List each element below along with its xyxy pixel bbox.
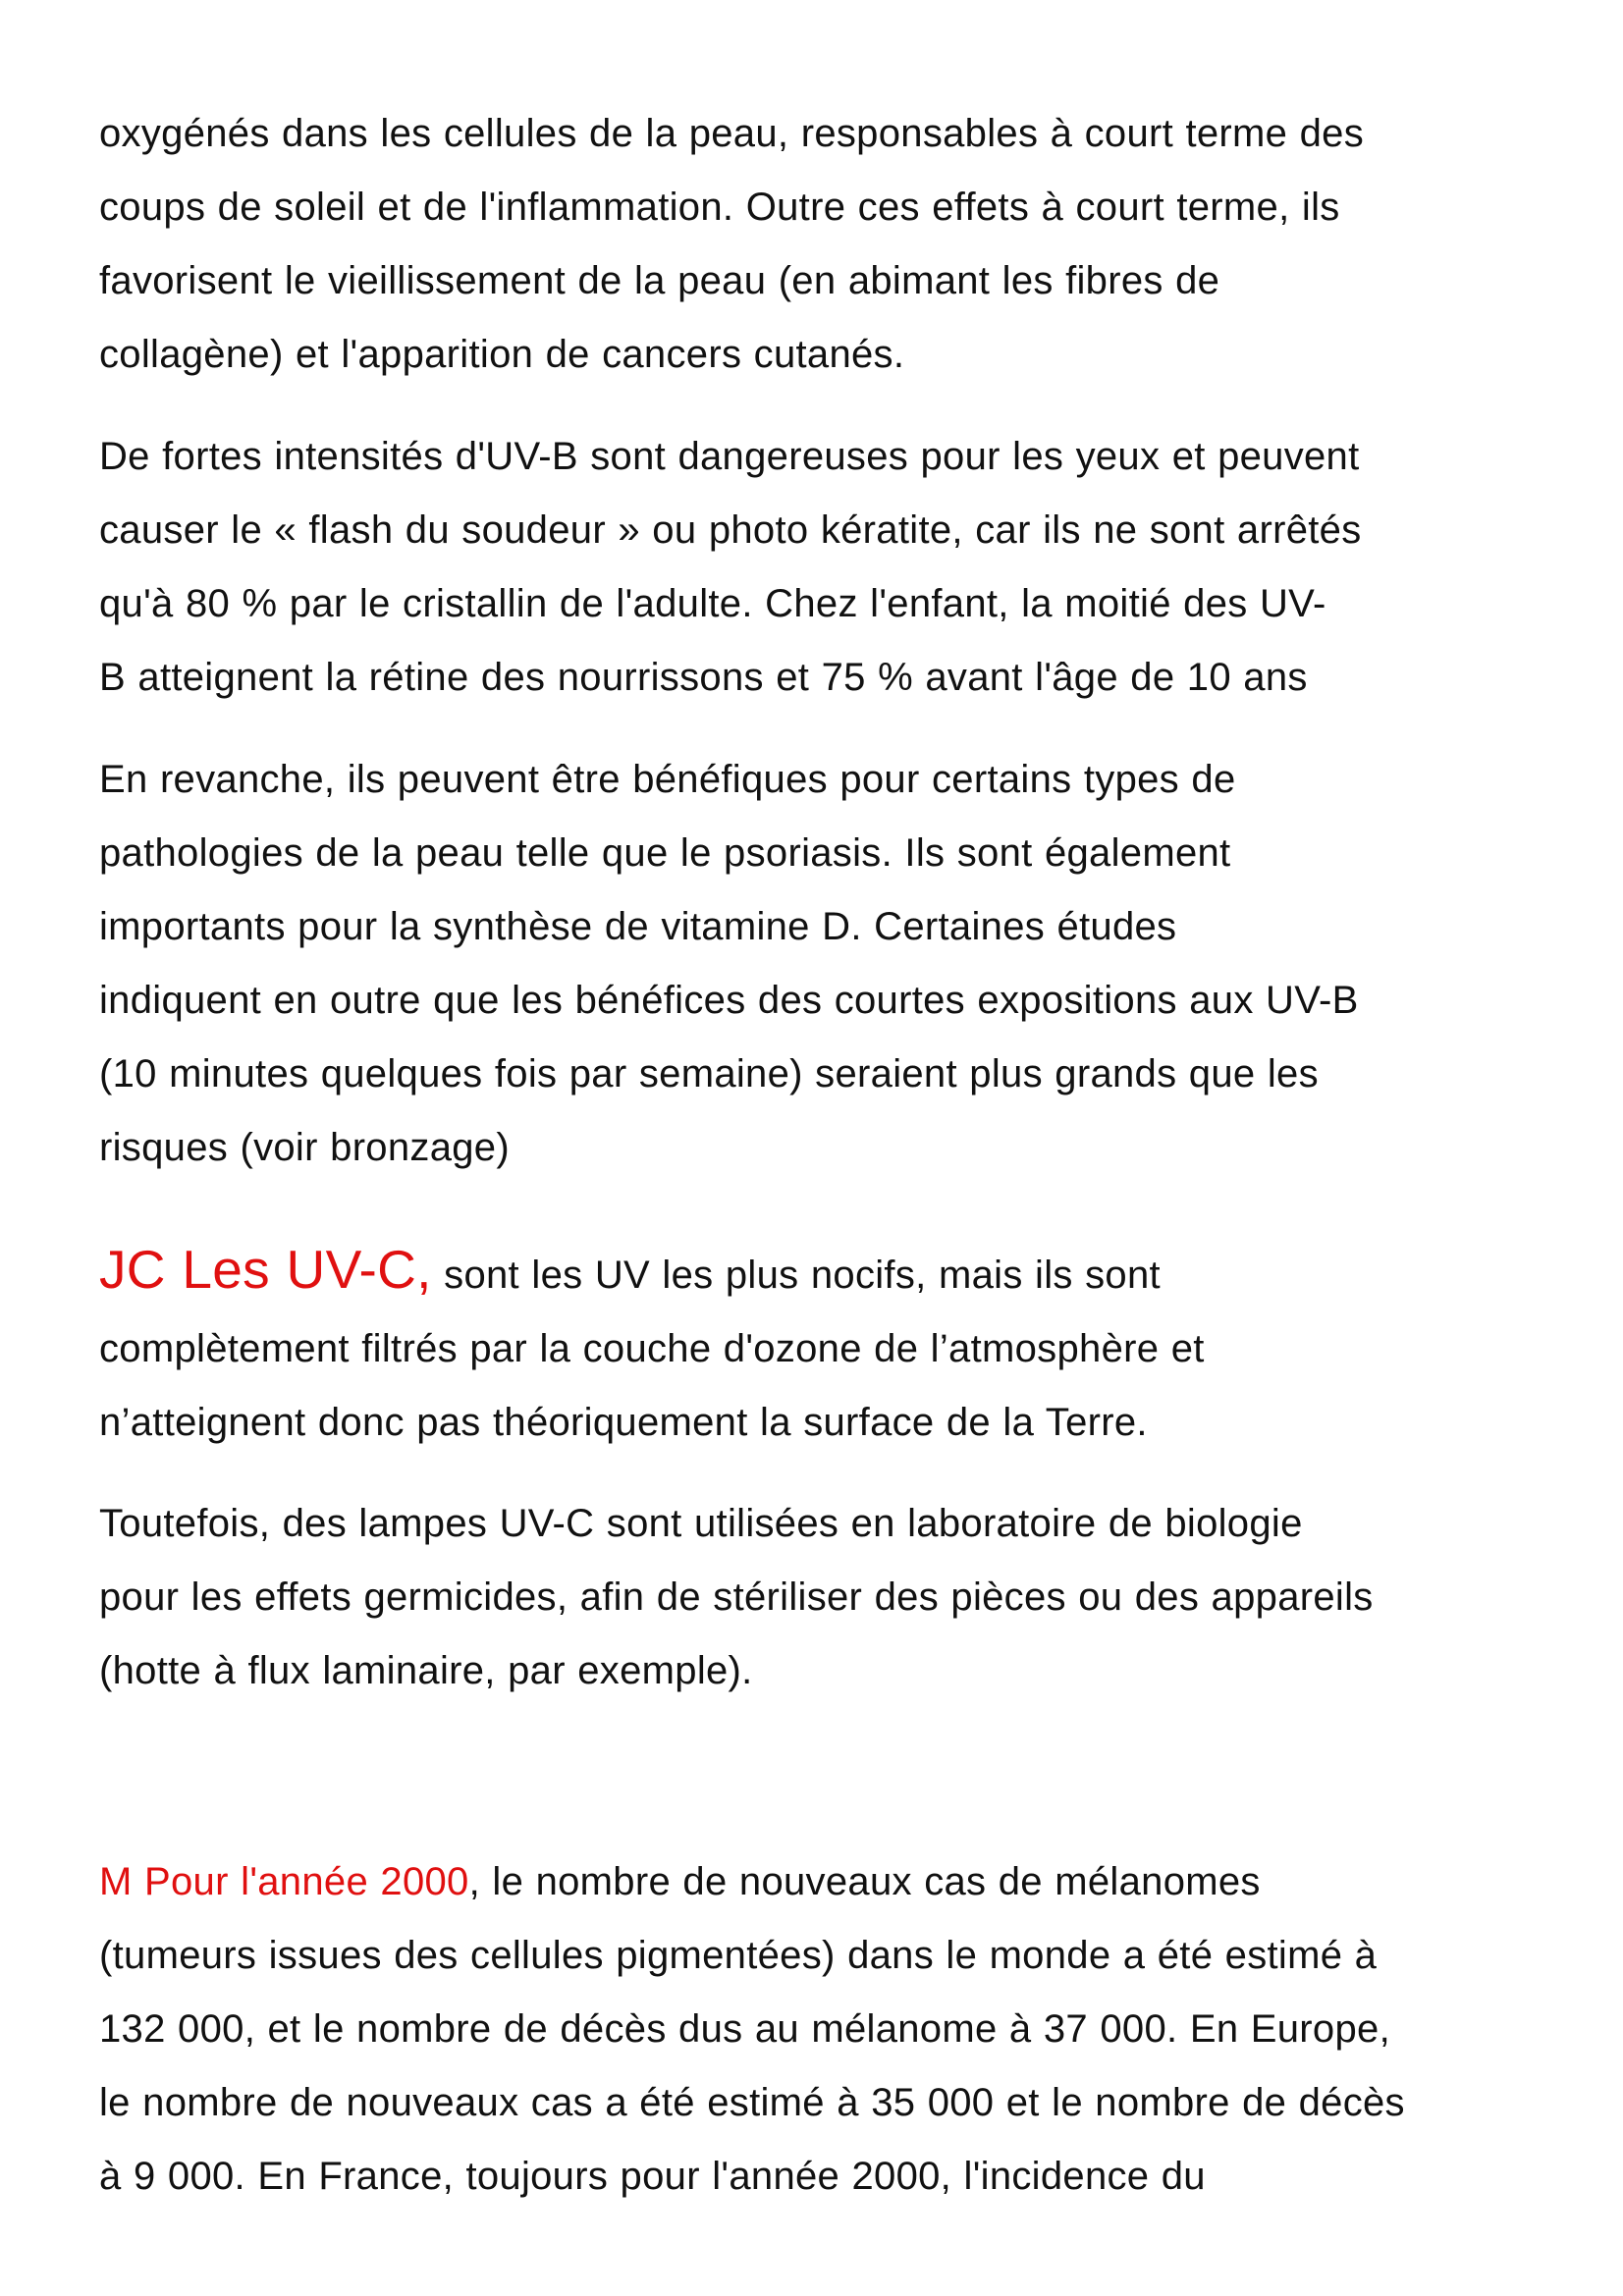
text-line: complètement filtrés par la couche d'ozone de l’atmosphère et (99, 1327, 1205, 1370)
text-line: 132 000, et le nombre de décès dus au mélanome à 37 000. En Europe, (99, 2007, 1390, 2051)
text-line: pour les effets germicides, afin de stériliser des pièces ou des appareils (99, 1575, 1374, 1619)
text-line: coups de soleil et de l'inflammation. Outre ces effets à court terme, ils (99, 186, 1340, 229)
text-fragment: sont les UV les plus nocifs, mais ils sont (431, 1254, 1161, 1297)
text-line: pathologies de la peau telle que le psoriasis. Ils sont également (99, 831, 1231, 875)
paragraph-uv-b-benefits (99, 743, 1542, 1185)
text-line: favorisent le vieillissement de la peau (en abimant les fibres de (99, 259, 1220, 302)
text-line: (hotte à flux laminaire, par exemple). (99, 1649, 753, 1692)
text-line: indiquent en outre que les bénéfices des courtes expositions aux UV-B (99, 979, 1359, 1022)
text-line: oxygénés dans les cellules de la peau, responsables à court terme des (99, 112, 1365, 155)
text-line: importants pour la synthèse de vitamine D. Certaines études (99, 905, 1177, 948)
text-line: qu'à 80 % par le cristallin de l'adulte. Chez l'enfant, la moitié des UV- (99, 582, 1326, 625)
paragraph-uv-b-eye-danger (99, 420, 1542, 715)
text-line: (tumeurs issues des cellules pigmentées) dans le monde a été estimé à (99, 1934, 1378, 1977)
text-line: Toutefois, des lampes UV-C sont utilisées en laboratoire de biologie (99, 1502, 1303, 1545)
text-line (99, 1845, 1542, 1919)
paragraph-uv-c-lamps (99, 1487, 1542, 1708)
text-line: causer le « flash du soudeur » ou photo kératite, car ils ne sont arrêtés (99, 508, 1362, 552)
section-heading-uv-c: JC Les UV-C, (99, 1239, 432, 1300)
paragraph-uv-b-skin-effects (99, 97, 1542, 392)
text-line: risques (voir bronzage) (99, 1126, 510, 1169)
text-line: collagène) et l'apparition de cancers cutanés. (99, 333, 905, 376)
text-line: En revanche, ils peuvent être bénéfiques pour certains types de (99, 758, 1236, 801)
text-line: le nombre de nouveaux cas a été estimé à 35 000 et le nombre de décès (99, 2081, 1405, 2124)
paragraph-uv-c-intro (99, 1233, 1542, 1460)
text-fragment: , le nombre de nouveaux cas de mélanomes (468, 1860, 1261, 1903)
text-line: n’atteignent donc pas théoriquement la surface de la Terre. (99, 1401, 1148, 1444)
text-line: De fortes intensités d'UV-B sont dangereuses pour les yeux et peuvent (99, 435, 1360, 478)
paragraph-melanoma-stats (99, 1845, 1542, 2214)
text-line: à 9 000. En France, toujours pour l'année 2000, l'incidence du (99, 2155, 1206, 2198)
text-line: (10 minutes quelques fois par semaine) seraient plus grands que les (99, 1052, 1319, 1095)
section-heading-year-2000: M Pour l'année 2000 (99, 1860, 469, 1903)
text-line: B atteignent la rétine des nourrissons et 75 % avant l'âge de 10 ans (99, 656, 1308, 699)
text-line (99, 1233, 1542, 1312)
